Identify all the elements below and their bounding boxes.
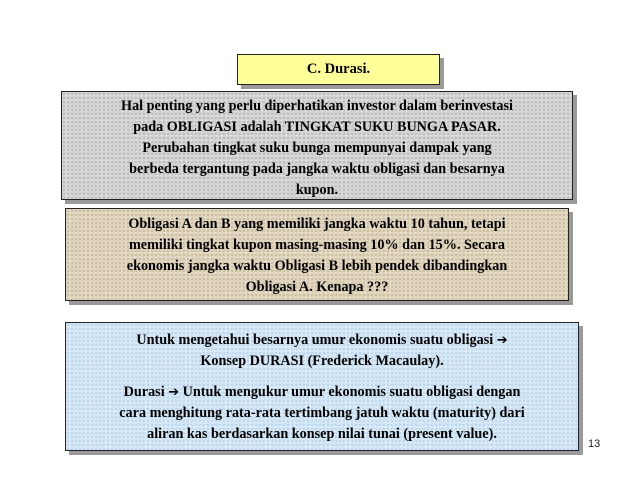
duration-definition-box	[65, 322, 579, 451]
right-arrow-icon: ➔	[496, 333, 508, 348]
page-number: 13	[588, 438, 601, 450]
durasi-label: Durasi	[123, 384, 165, 400]
para2-line-4: Obligasi A. Kenapa ???	[245, 279, 389, 295]
para1-line-1: Hal penting yang perlu diperhatikan investor dalam berinvestasi	[121, 98, 513, 114]
para1-line-2: pada OBLIGASI adalah TINGKAT SUKU BUNGA PASAR.	[133, 119, 501, 135]
para2-line-3: ekonomis jangka waktu Obligasi B lebih pendek dibandingkan	[126, 258, 508, 274]
para1-line-3: Perubahan tingkat suku bunga mempunyai dampak yang	[142, 140, 492, 156]
para3-line-3	[70, 382, 574, 403]
slide-title-text: C. Durasi.	[306, 61, 371, 77]
para3-line-4: cara menghitung rata-rata tertimbang jatuh waktu (maturity) dari	[119, 405, 525, 421]
para2-line-1: Obligasi A dan B yang memiliki jangka waktu 10 tahun, tetapi	[128, 216, 506, 232]
para3-line-5: aliran kas berdasarkan konsep nilai tunai (present value).	[147, 426, 497, 442]
bond-example-paragraph-box	[65, 208, 569, 301]
paragraph-gap	[70, 372, 574, 382]
para1-line-4: berbeda tergantung pada jangka waktu obligasi dan besarnya	[129, 161, 505, 177]
para3-line-1-text: Untuk mengetahui besarnya umur ekonomis suatu obligasi	[136, 332, 494, 348]
slide-title	[237, 54, 440, 85]
para3-line-3-text: Untuk mengukur umur ekonomis suatu obligasi dengan	[182, 384, 521, 400]
para1-line-5: kupon.	[295, 182, 339, 198]
para3-line-1	[70, 330, 574, 351]
para3-line-2: Konsep DURASI (Frederick Macaulay).	[200, 353, 444, 369]
interest-rate-paragraph-box	[61, 91, 573, 200]
para2-line-2: memiliki tingkat kupon masing-masing 10% dan 15%. Secara	[128, 237, 506, 253]
right-arrow-icon: ➔	[168, 385, 180, 400]
